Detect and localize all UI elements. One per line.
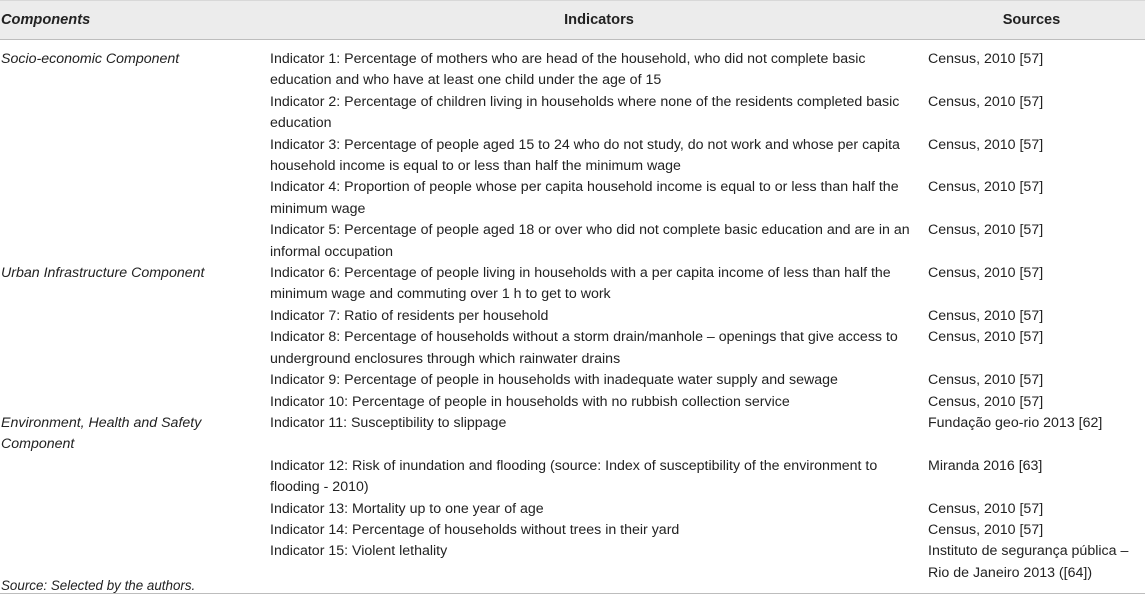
table-row <box>0 135 1145 178</box>
component-cell <box>0 135 270 178</box>
component-cell <box>0 92 270 135</box>
component-cell <box>0 327 270 370</box>
component-cell <box>0 456 270 499</box>
table-row <box>0 92 1145 135</box>
table-row <box>0 413 1145 456</box>
component-cell: Socio-economic Component <box>1 51 180 67</box>
source-cell: Census, 2010 [57] <box>928 136 1044 153</box>
table-body <box>0 40 1145 594</box>
source-cell: Census, 2010 [57] <box>928 222 1044 239</box>
header-sources: Sources <box>928 1 1145 40</box>
header-components: Components <box>0 1 270 40</box>
component-cell <box>0 306 270 327</box>
table-row <box>0 306 1145 327</box>
source-cell: Census, 2010 [57] <box>928 500 1044 517</box>
table-row <box>0 263 1145 306</box>
header-row <box>0 1 1145 40</box>
source-cell: Census, 2010 [57] <box>928 179 1044 196</box>
indicator-cell: Indicator 13: Mortality up to one year of age <box>270 500 544 517</box>
indicator-cell: Indicator 5: Percentage of people aged 18 or over who did not complete basic education and are in an informal occupation <box>270 222 910 260</box>
table-row <box>0 456 1145 499</box>
table-header <box>0 1 1145 40</box>
indicator-cell: Indicator 3: Percentage of people aged 15 to 24 who do not study, do not work and whose per capita household income is equal to or less than half the minimum wage <box>270 136 900 175</box>
indicator-cell: Indicator 4: Proportion of people whose per capita household income is equal to or less than half the minimum wage <box>270 179 899 217</box>
source-cell: Census, 2010 [57] <box>928 265 1044 282</box>
source-cell: Miranda 2016 [63] <box>928 457 1043 474</box>
source-cell: Census, 2010 [57] <box>928 393 1044 410</box>
source-cell: Census, 2010 [57] <box>928 51 1044 67</box>
component-cell <box>0 220 270 263</box>
indicator-cell: Indicator 1: Percentage of mothers who are head of the household, who did not complete basic education and who have at least one child under the age of 15 <box>270 51 866 89</box>
indicator-cell: Indicator 2: Percentage of children living in households where none of the residents completed basic education <box>270 93 900 132</box>
table-row <box>0 370 1145 391</box>
indicator-cell: Indicator 8: Percentage of households without a storm drain/manhole – openings that give access to underground enclosures through which rainwater drains <box>270 329 898 367</box>
indicator-cell: Indicator 14: Percentage of households without trees in their yard <box>270 521 680 538</box>
component-cell <box>0 520 270 541</box>
component-cell <box>0 499 270 520</box>
table-row <box>0 220 1145 263</box>
header-indicators: Indicators <box>270 1 928 40</box>
indicator-cell: Indicator 12: Risk of inundation and flooding (source: Index of susceptibility of the environment to flooding - 2010) <box>270 457 878 496</box>
component-cell: Environment, Health and Safety Component <box>1 414 202 453</box>
table-row <box>0 177 1145 220</box>
indicator-cell: Indicator 11: Susceptibility to slippage <box>270 414 507 431</box>
table-row <box>0 392 1145 413</box>
source-cell: Census, 2010 [57] <box>928 93 1044 110</box>
indicator-cell: Indicator 7: Ratio of residents per household <box>270 307 549 324</box>
source-cell: Census, 2010 [57] <box>928 329 1044 346</box>
source-cell: Census, 2010 [57] <box>928 307 1044 324</box>
source-cell: Fundação geo-rio 2013 [62] <box>928 414 1103 431</box>
component-cell <box>0 177 270 220</box>
table-row <box>0 40 1145 92</box>
indicator-cell: Indicator 15: Violent lethality <box>270 541 928 593</box>
indicator-cell: Indicator 9: Percentage of people in households with inadequate water supply and sewage <box>270 372 838 389</box>
component-cell <box>0 370 270 391</box>
source-cell: Census, 2010 [57] <box>928 372 1044 389</box>
table-row <box>0 327 1145 370</box>
table-row <box>0 520 1145 541</box>
indicator-cell: Indicator 6: Percentage of people living in households with a per capita income of less than half the minimum wage and commuting over 1 h to get to work <box>270 265 891 303</box>
component-cell: Urban Infrastructure Component <box>1 265 205 282</box>
table-footnote: Source: Selected by the authors. <box>1 578 196 593</box>
source-cell: Census, 2010 [57] <box>928 521 1044 538</box>
table-row <box>0 499 1145 520</box>
component-cell <box>0 392 270 413</box>
source-cell: Instituto de segurança pública – Rio de Janeiro 2013 ([64]) <box>928 541 1145 593</box>
indicator-cell: Indicator 10: Percentage of people in households with no rubbish collection service <box>270 393 790 410</box>
